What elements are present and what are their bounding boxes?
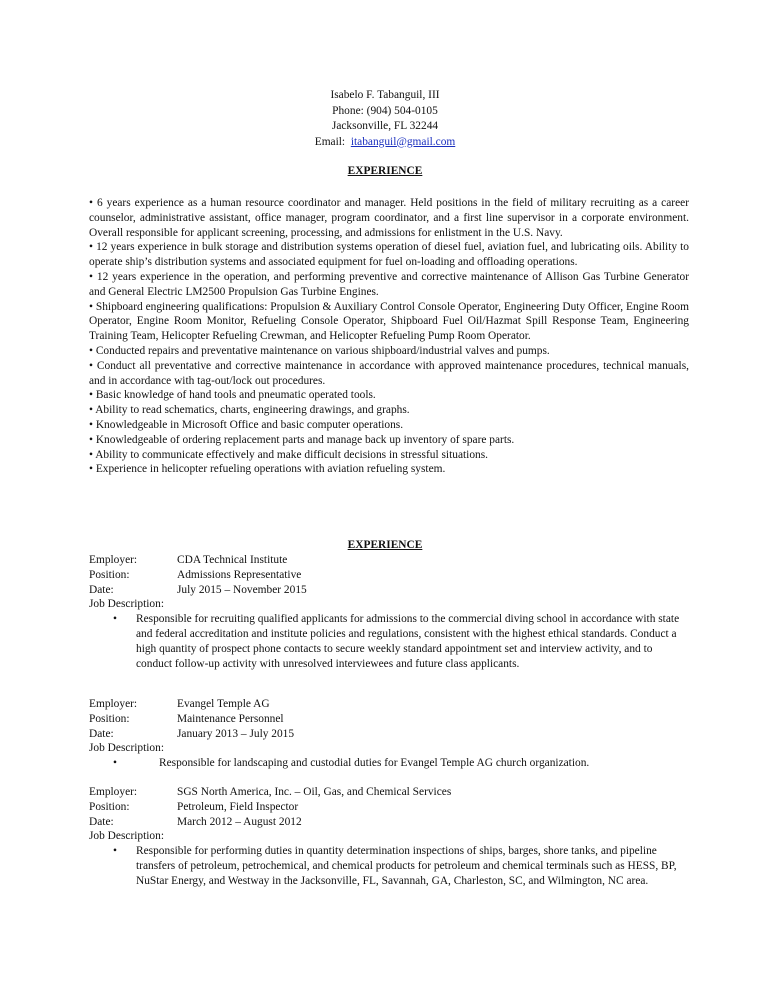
position-value: Admissions Representative xyxy=(177,568,302,581)
summary-item: • Basic knowledge of hand tools and pneumatic operated tools. xyxy=(89,389,376,402)
employer-value: CDA Technical Institute xyxy=(177,554,288,566)
job-entry xyxy=(89,697,689,771)
job-description-text: Responsible for recruiting qualified applicants for admissions to the commercial diving school in accordance with state and federal accreditation and institute policies and regulations, consistent with the highest ethical standards. Conduct a high quantity of prospect phone contacts to secure weekly standard appointment set and interview activity, and to conduct follow-up activity with unresolved interviewees and future class applicants. xyxy=(136,613,680,670)
summary-item: • Experience in helicopter refueling operations with aviation refueling system. xyxy=(89,463,446,476)
job-description-list xyxy=(89,612,689,671)
position-row xyxy=(89,800,689,815)
employer-row xyxy=(89,785,689,800)
summary-item: • Conduct all preventative and corrective maintenance in accordance with approved maintenance procedures, technical manuals, and in accordance with tag-out/lock out procedures. xyxy=(89,359,689,387)
job-description-list xyxy=(89,756,689,771)
position-row xyxy=(89,568,689,583)
employer-value: Evangel Temple AG xyxy=(177,698,270,710)
bullet-icon: • xyxy=(113,613,117,626)
summary-item: • 12 years experience in the operation, and performing preventive and corrective maintenance of Allison Gas Turbine Generator and General Electric LM2500 Propulsion Gas Turbine Engines. xyxy=(89,270,689,298)
bullet-icon: • xyxy=(113,845,117,858)
summary-item: • Ability to communicate effectively and make difficult decisions in stressful situations. xyxy=(89,448,488,461)
job-description-label: Job Description: xyxy=(89,830,164,843)
summary-item: • Shipboard engineering qualifications: Propulsion & Auxiliary Control Console Operator, Engineering Duty Officer, Engine Room Operator, Engine Room Monitor, Refueling Console Operator, Shipboard Fuel Oil/Hazmat Spill Response Team, Engineering Training Team, Helicopter Refueling Crewman, and Helicopter Refueling Pump Room Operator. xyxy=(89,300,689,343)
employer-label: Employer: xyxy=(89,554,138,566)
summary-item: • Conducted repairs and preventative maintenance on various shipboard/industrial valves and pumps. xyxy=(89,344,550,357)
date-row xyxy=(89,815,689,830)
email-label: Email: xyxy=(314,135,346,148)
job-description-item xyxy=(89,844,689,888)
job-entry xyxy=(89,785,689,889)
email-link[interactable]: itabanguil@gmail.com xyxy=(350,135,456,148)
summary-item: • Knowledgeable in Microsoft Office and basic computer operations. xyxy=(89,418,404,431)
position-row xyxy=(89,712,689,727)
position-value: Maintenance Personnel xyxy=(177,712,284,725)
date-value: July 2015 – November 2015 xyxy=(177,583,307,596)
position-label: Position: xyxy=(89,568,130,581)
employer-row xyxy=(89,697,689,712)
date-label: Date: xyxy=(89,815,114,828)
employer-label: Employer: xyxy=(89,698,138,710)
summary-heading: EXPERIENCE xyxy=(347,165,423,177)
summary-item: • 6 years experience as a human resource coordinator and manager. Held positions in the field of military recruiting as a career counselor, administrative assistant, office manager, program coordinator, and a first line supervisor in a corporate environment. Overall responsible for applicant screening, processing, and admissions for enlistment in the U.S. Navy. xyxy=(89,197,689,239)
contact-header xyxy=(300,88,470,150)
job-description-item xyxy=(89,756,689,771)
phone-number: Phone: (904) 504-0105 xyxy=(332,104,438,117)
summary-item: • 12 years experience in bulk storage and distribution systems operation of diesel fuel, aviation fuel, and lubricating oils. Ability to operate ship’s distribution systems and associated equipment for fuel on-loading and offloading operations. xyxy=(89,241,689,269)
jobs-heading: EXPERIENCE xyxy=(347,539,423,551)
job-description-label: Job Description: xyxy=(89,742,164,755)
job-description-list xyxy=(89,844,689,888)
candidate-name: Isabelo F. Tabanguil, III xyxy=(330,89,440,101)
summary-item: • Ability to read schematics, charts, engineering drawings, and graphs. xyxy=(89,404,410,417)
date-row xyxy=(89,727,689,742)
city-address: Jacksonville, FL 32244 xyxy=(331,120,439,132)
date-value: January 2013 – July 2015 xyxy=(177,727,295,740)
date-label: Date: xyxy=(89,583,114,596)
job-description-text: Responsible for landscaping and custodial duties for Evangel Temple AG church organization. xyxy=(159,757,590,770)
employer-row xyxy=(89,553,689,568)
date-value: March 2012 – August 2012 xyxy=(177,815,302,828)
summary-item: • Knowledgeable of ordering replacement parts and manage back up inventory of spare parts. xyxy=(89,433,515,446)
experience-summary xyxy=(89,196,689,477)
job-description-label: Job Description: xyxy=(89,598,164,611)
employer-value: SGS North America, Inc. – Oil, Gas, and Chemical Services xyxy=(177,786,452,798)
job-entry xyxy=(89,553,689,671)
position-value: Petroleum, Field Inspector xyxy=(177,800,299,813)
job-description-text: Responsible for performing duties in quantity determination inspections of ships, barges, shore tanks, and pipeline transfers of petroleum, petrochemical, and chemical products for petroleum and chemical terminals such as HESS, BP, NuStar Energy, and Westway in the Jacksonville, FL, Savannah, GA, Charleston, SC, and Wilmington, NC area. xyxy=(136,845,677,887)
bullet-icon: • xyxy=(113,757,117,770)
position-label: Position: xyxy=(89,800,130,813)
date-label: Date: xyxy=(89,727,114,740)
email-line xyxy=(300,135,470,151)
date-row xyxy=(89,583,689,598)
position-label: Position: xyxy=(89,712,130,725)
employer-label: Employer: xyxy=(89,786,138,798)
job-description-item xyxy=(89,612,689,671)
